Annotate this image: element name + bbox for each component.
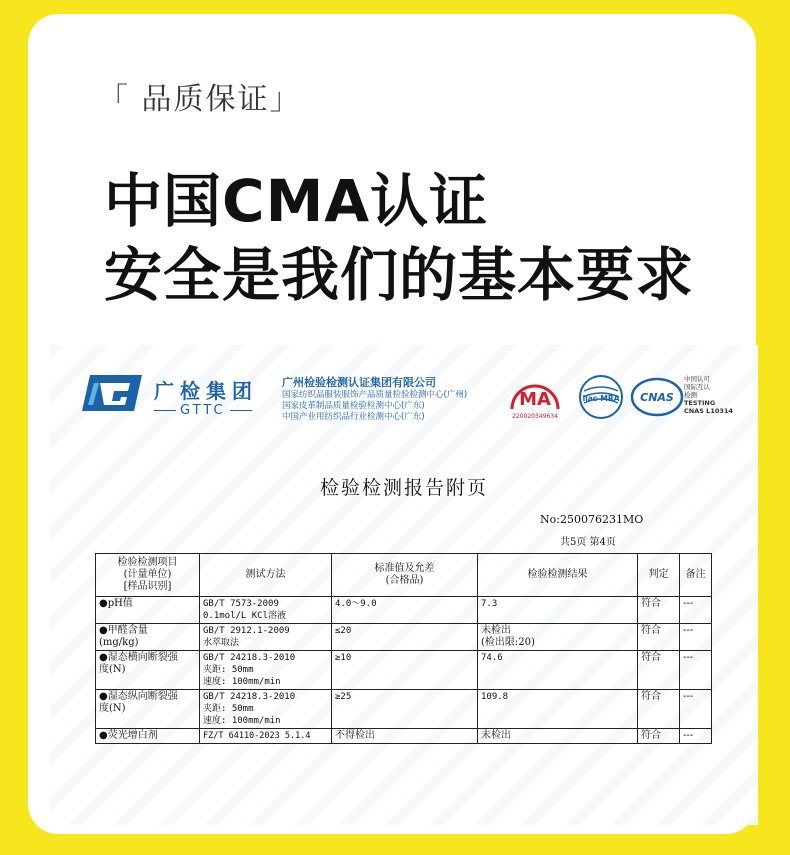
brand-en-text: GTTC	[180, 403, 226, 418]
org-line: 国家皮革制品质量检验检测中心(广东)	[282, 401, 425, 411]
header-judgement: 判定	[638, 554, 680, 597]
cell-result: 7.3	[478, 597, 638, 624]
cnas-line: CNAS L10314	[684, 407, 733, 415]
cnas-accreditation-text	[684, 375, 733, 415]
cell-remark: ---	[680, 690, 712, 729]
cell-item: ●湿态纵向断裂强 度(N)	[96, 690, 200, 729]
cell-remark: ---	[680, 597, 712, 624]
cnas-line: 检测	[684, 391, 697, 399]
organization-block	[282, 377, 467, 423]
table-row	[96, 651, 712, 690]
cell-standard: 4.0～9.0	[332, 597, 478, 624]
report-title: 检验检测报告附页	[319, 477, 488, 499]
cell-standard: ≥25	[332, 690, 478, 729]
cma-seal-icon	[506, 375, 564, 421]
cell-remark: ---	[680, 624, 712, 651]
cell-result: 未检出	[478, 729, 638, 744]
report-table	[95, 553, 712, 744]
cell-judgement: 符合	[638, 690, 680, 729]
cell-judgement: 符合	[638, 651, 680, 690]
header-standard: 标准值及允差 (合格品)	[332, 554, 478, 597]
cell-item: ●pH值	[96, 597, 200, 624]
cell-result: 未检出 (检出限:20)	[478, 624, 638, 651]
cell-method: GB/T 7573-2009 0.1mol/L KCl溶液	[200, 597, 332, 624]
org-line: 国家纺织品服装服饰产品质量检验检测中心(广州)	[282, 390, 468, 400]
gttc-logo-icon	[80, 373, 144, 413]
cnas-text: CNAS	[640, 391, 674, 404]
ilac-mra-logo-icon	[578, 373, 624, 421]
table-row	[96, 597, 712, 624]
report-number: No:250076231MO	[540, 513, 644, 526]
cell-method: GB/T 24218.3-2010 夹距: 50mm 速度: 100mm/min	[200, 690, 332, 729]
headline-line-2: 安全是我们的基本要求	[104, 241, 695, 309]
cnas-line: 国际互认	[684, 383, 710, 391]
cnas-line: 中国认可	[684, 375, 710, 383]
ilac-text: ilac-MRA	[582, 394, 620, 403]
cell-method: GB/T 24218.3-2010 夹距: 50mm 速度: 100mm/min	[200, 651, 332, 690]
table-row	[96, 624, 712, 651]
header-remark: 备注	[680, 554, 712, 597]
org-title: 广州检验检测认证集团有限公司	[282, 376, 436, 389]
cell-judgement: 符合	[638, 624, 680, 651]
cell-item: ●湿态横向断裂强 度(N)	[96, 651, 200, 690]
cell-method: GB/T 2912.1-2009 水萃取法	[200, 624, 332, 651]
cell-judgement: 符合	[638, 597, 680, 624]
cell-item: ●甲醛含量 (mg/kg)	[96, 624, 200, 651]
cell-standard: ≥10	[332, 651, 478, 690]
org-line: 中国产业用纺织品行业检测中心(广东)	[282, 412, 425, 422]
test-report-page	[50, 345, 758, 825]
brand-name-en	[150, 403, 256, 418]
brand-name-cn: 广检集团	[154, 379, 258, 403]
cma-number: 220020349634	[512, 413, 558, 420]
table-row	[96, 729, 712, 744]
cell-remark: ---	[680, 729, 712, 744]
cell-judgement: 符合	[638, 729, 680, 744]
cma-text: MA	[519, 389, 551, 410]
header-item: 检验检测项目 (计量单位) [样品识别]	[96, 554, 200, 597]
report-page-count: 共5页 第4页	[560, 537, 616, 548]
cnas-line: TESTING	[684, 399, 716, 407]
cell-method: FZ/T 64110-2023 5.1.4	[200, 729, 332, 744]
table-row	[96, 690, 712, 729]
cell-result: 109.8	[478, 690, 638, 729]
headline-line-1: 中国CMA认证	[104, 167, 489, 235]
table-header-row	[96, 554, 712, 597]
header-method: 测试方法	[200, 554, 332, 597]
cell-standard: ≤20	[332, 624, 478, 651]
cell-item: ●荧光增白剂	[96, 729, 200, 744]
cnas-logo-icon	[630, 377, 684, 417]
cell-standard: 不得检出	[332, 729, 478, 744]
cell-remark: ---	[680, 651, 712, 690]
cell-result: 74.6	[478, 651, 638, 690]
section-label: 「 品质保证」	[98, 82, 302, 117]
header-result: 检验检测结果	[478, 554, 638, 597]
